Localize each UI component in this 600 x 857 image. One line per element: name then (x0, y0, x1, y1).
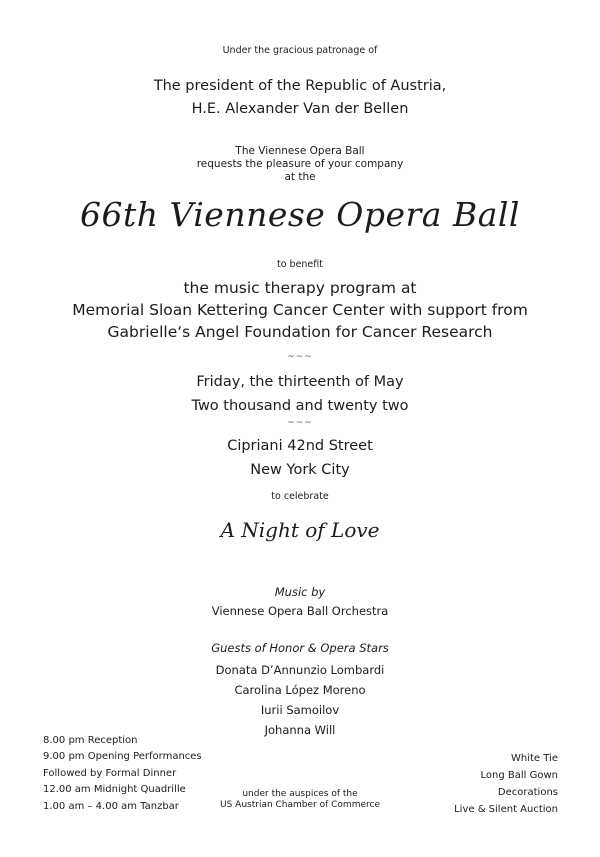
venue-line-2: New York City (250, 462, 350, 478)
patronage-text: Under the gracious patronage of (222, 45, 378, 56)
benefit-line-1: the music therapy program at (183, 279, 417, 297)
event-title: 66th Viennese Opera Ball (79, 195, 520, 234)
benefit-intro: to benefit (276, 259, 323, 270)
detail-item: Decorations (497, 787, 558, 798)
schedule-item: 9.00 pm Opening Performances (43, 751, 202, 763)
auspices-line-1: under the auspices of the (242, 789, 358, 799)
auspices-block (175, 789, 425, 811)
president-line-2: H.E. Alexander Van der Bellen (191, 101, 409, 117)
president-line-1: The president of the Republic of Austria, (153, 78, 447, 94)
auspices-line-2: US Austrian Chamber of Commerce (220, 800, 380, 810)
guest-name: Johanna Will (264, 723, 336, 737)
schedule-item: Followed by Formal Dinner (43, 767, 177, 779)
benefit-line-2: Memorial Sloan Kettering Cancer Center with support from (72, 301, 528, 319)
celebrate-intro: to celebrate (271, 491, 329, 502)
detail-item: Live & Silent Auction (454, 804, 558, 815)
music-label: Music by (274, 585, 326, 599)
separator-1: ~~~ (287, 352, 313, 362)
theme-title: A Night of Love (220, 518, 380, 542)
separator-2: ~~~ (287, 418, 313, 428)
benefit-line-3: Gabrielle‘s Angel Foundation for Cancer Research (107, 323, 493, 341)
detail-item: White Tie (511, 753, 558, 764)
date-line-1: Friday, the thirteenth of May (196, 374, 404, 390)
schedule-item: 1.00 am – 4.00 am Tanzbar (43, 800, 179, 812)
details-list (454, 750, 558, 818)
schedule-item: 12.00 am Midnight Quadrille (43, 784, 186, 796)
venue-block (0, 434, 600, 482)
detail-item: Long Ball Gown (480, 770, 558, 781)
date-block (0, 370, 600, 418)
orchestra-name: Viennese Opera Ball Orchestra (211, 604, 389, 618)
date-line-2: Two thousand and twenty two (191, 398, 409, 414)
host-line-2: requests the pleasure of your company (196, 158, 404, 170)
benefit-block (0, 277, 600, 343)
venue-line-1: Cipriani 42nd Street (227, 438, 373, 454)
schedule-item: 8.00 pm Reception (43, 735, 138, 746)
guests-label: Guests of Honor & Opera Stars (211, 641, 389, 655)
host-line-1: The Viennese Opera Ball (235, 145, 365, 157)
guest-name: Carolina López Moreno (234, 683, 366, 697)
guest-name: Donata D’Annunzio Lombardi (215, 663, 385, 677)
guest-name: Iurii Samoilov (260, 703, 340, 717)
host-line-3: at the (284, 171, 316, 183)
host-block (0, 145, 600, 184)
guest-list (0, 660, 600, 740)
